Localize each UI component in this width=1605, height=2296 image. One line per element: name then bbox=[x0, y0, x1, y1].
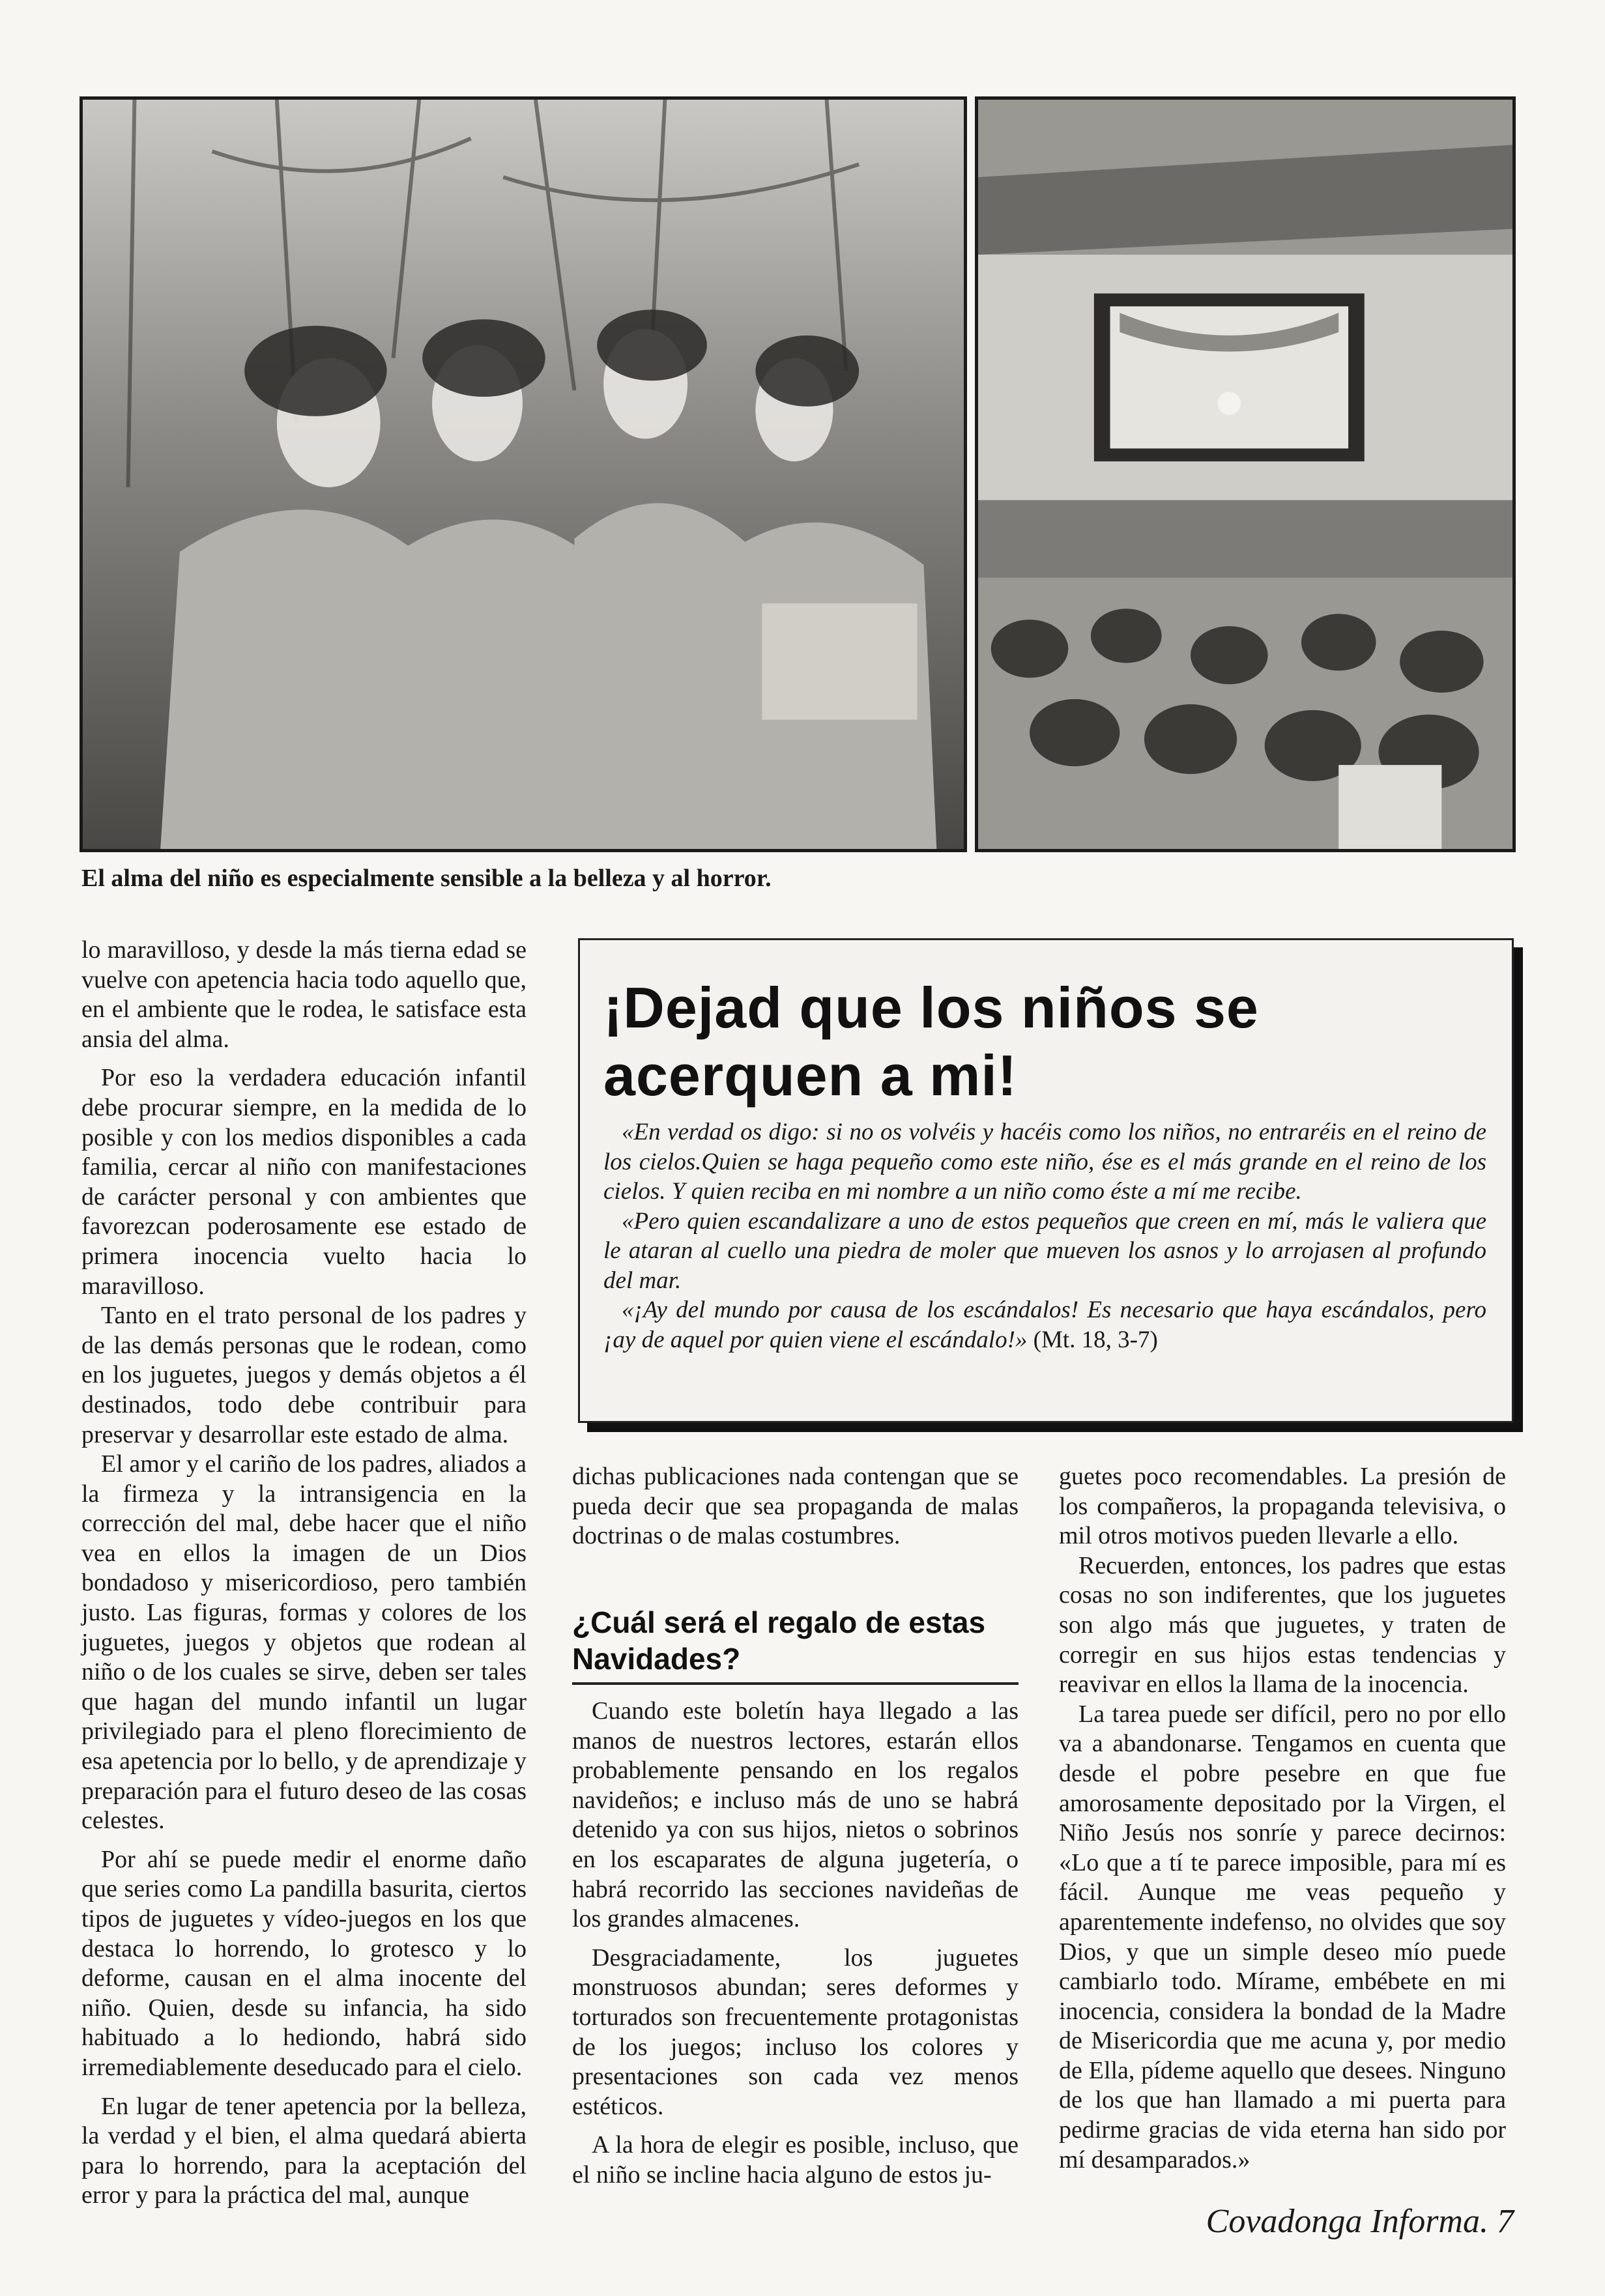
column-2-top bbox=[572, 1462, 1019, 1551]
page-footer: Covadonga Informa. 7 bbox=[1206, 2203, 1514, 2240]
paragraph: En lugar de tener apetencia por la belleza, la verdad y el bien, el alma quedará abierta para lo horrendo, para la aceptación del error y para la práctica del mal, aunque bbox=[81, 2092, 527, 2209]
paragraph: La tarea puede ser difícil, pero no por ello va a abandonarse. Tengamos en cuenta que desde el pobre pesebre en que fue amorosamente depositado por la Virgen, el Niño Jesús nos sonríe y parece decirnos: «Lo que a tí te parece imposible, para mí es fácil. Aunque me veas pequeño y aparentemente indefenso, no olvides que soy Dios, y que un simple deseo mío puede cambiarlo todo. Mírame, embébete en mi inocencia, considera la bondad de la Madre de Misericordia que me acuna y, por medio de Ella, pídeme aquello que desees. Ninguno de los que han llamado a mi puerta para pedirme gracias de vida eterna han sido por mí desamparados.» bbox=[1059, 1700, 1506, 2174]
quote-paragraph: «Pero quien escandalizare a uno de estos pequeños que creen en mí, más le valiera que le ataran al cuello una piedra de moler que mueven los asnos y lo arrojasen al profundo del mar. bbox=[603, 1207, 1486, 1294]
paragraph: lo maravilloso, y desde la más tierna edad se vuelve con apetencia hacia todo aquello que, en el ambiente que le rodea, le satisface esta ansia del alma. bbox=[81, 936, 527, 1053]
paragraph: Por ahí se puede medir el enorme daño que series como La pandilla basurita, ciertos tipos de juguetes y vídeo-juegos en los que destaca lo horrendo, lo grotesco y lo deforme, causan en el alma inocente del niño. Quien, desde su infancia, ha sido habituado a lo hediondo, habrá sido irremediablemente deseducado para el cielo. bbox=[81, 1845, 527, 2081]
column-1 bbox=[81, 936, 527, 2211]
paragraph: El amor y el cariño de los padres, aliados a la firmeza y la intransigencia en la corrección del mal, debe hacer que el niño vea en ellos la imagen de un Dios bondadoso y misericordioso, pero también justo. Las figuras, formas y colores de los juguetes, juegos y objetos que rodean al niño o de los cuales se sirve, deben ser tales que hagan del mundo infantil un lugar privilegiado para el pleno florecimiento de esa apetencia por lo bello, y de aprendizaje y preparación para el futuro deseo de las cosas celestes. bbox=[81, 1450, 527, 1835]
section-heading: ¿Cuál será el regalo de estas Navidades? bbox=[572, 1604, 1019, 1685]
quote-text: «¡Ay del mundo por causa de los escándalos! Es necesario que haya escándalos, pero ¡ay de aquel por quien viene el escándalo!» bbox=[603, 1297, 1486, 1353]
column-3 bbox=[1059, 1462, 1506, 2175]
box-title: ¡Dejad que los niños se acerquen a mi! bbox=[603, 975, 1259, 1108]
column-2 bbox=[572, 1697, 1019, 2190]
photo-caption: El alma del niño es especialmente sensible a la belleza y al horror. bbox=[81, 865, 772, 892]
paragraph: Por eso la verdadera educación infantil debe procurar siempre, en la medida de lo posible y con los medios disponibles a cada familia, cercar al niño con manifestaciones de carácter personal y con ambientes que favorezcan poderosamente ese estado de primera inocencia vuelto hacia lo maravilloso. bbox=[81, 1064, 527, 1300]
scripture-box bbox=[578, 938, 1514, 1423]
photo-puppet-theater bbox=[975, 96, 1516, 852]
paragraph: dichas publicaciones nada contengan que se pueda decir que sea propaganda de malas doctrinas o de malas costumbres. bbox=[572, 1463, 1019, 1550]
paragraph: Recuerden, entonces, los padres que estas cosas no son indiferentes, que los juguetes son algo más que juguetes, y traten de corregir en sus hijos estas tendencias y reavivar en ellos la llama de la inocencia. bbox=[1059, 1551, 1506, 1699]
box-quote bbox=[603, 1117, 1486, 1355]
paragraph: Desgraciadamente, los juguetes monstruosos abundan; seres deformes y torturados son frecuentemente protagonistas de los juegos; incluso los colores y presentaciones son cada vez menos estéticos. bbox=[572, 1944, 1019, 2120]
paragraph: guetes poco recomendables. La presión de los compañeros, la propaganda televisiva, o mil otros motivos pueden llevarle a ello. bbox=[1059, 1463, 1506, 1550]
paragraph: A la hora de elegir es posible, incluso, que el niño se incline hacia alguno de estos ju- bbox=[572, 2131, 1019, 2188]
quote-paragraph: «En verdad os digo: si no os volvéis y hacéis como los niños, no entraréis en el reino de los cielos.Quien se haga pequeño como este niño, ése es el más grande en el reino de los cielos. Y quien reciba en mi nombre a un niño como éste a mí me recibe. bbox=[603, 1119, 1486, 1205]
quote-paragraph bbox=[603, 1295, 1486, 1355]
photo-children-audience bbox=[80, 96, 967, 852]
paragraph: Tanto en el trato personal de los padres y de las demás personas que le rodean, como en los juguetes, juegos y demás objetos a él destinados, todo debe contribuir para preservar y desarrollar este estado de alma. bbox=[81, 1302, 527, 1448]
quote-citation: (Mt. 18, 3-7) bbox=[1033, 1326, 1158, 1353]
paragraph: Cuando este boletín haya llegado a las manos de nuestros lectores, estarán ellos probablemente pensando en los regalos navideños; e incluso más de uno se habrá detenido ya con sus hijos, nietos o sobrinos en los escaparates de alguna jugetería, o habrá recorrido las secciones navideñas de los grandes almacenes. bbox=[572, 1697, 1019, 1933]
